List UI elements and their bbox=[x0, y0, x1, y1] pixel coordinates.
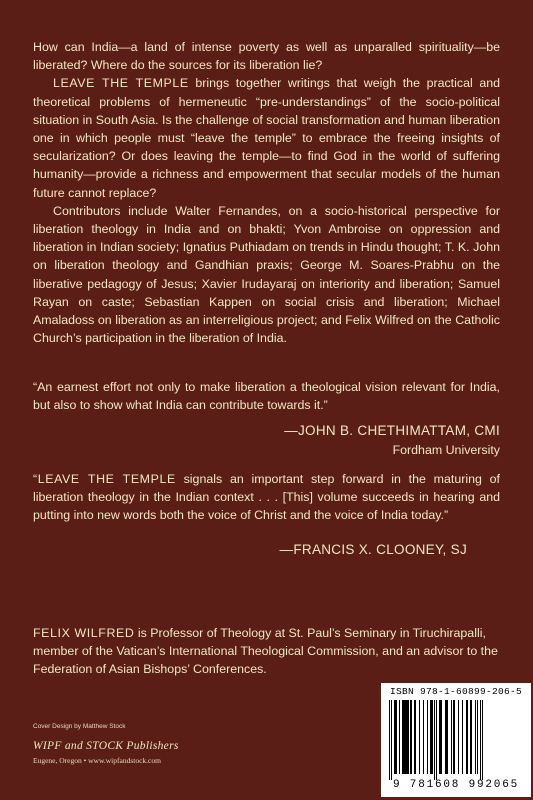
barcode-bar bbox=[477, 700, 478, 774]
barcode-bar bbox=[475, 700, 476, 774]
barcode-bar bbox=[451, 700, 452, 774]
blurb-paragraph-2 bbox=[33, 74, 500, 201]
endorsement-1-attribution bbox=[33, 422, 500, 458]
publisher-and: and bbox=[64, 740, 83, 752]
endorsement-2 bbox=[33, 470, 500, 559]
barcode bbox=[381, 683, 531, 797]
barcode-bar bbox=[427, 700, 428, 774]
barcode-bar bbox=[436, 700, 437, 780]
barcode-bar bbox=[402, 700, 405, 774]
cover-design-credit: Cover Design by Matthew Stock bbox=[33, 723, 126, 730]
barcode-bar bbox=[423, 700, 424, 774]
barcode-digits: 9 781608 992065 bbox=[392, 779, 520, 791]
barcode-bar bbox=[453, 700, 455, 774]
barcode-bar bbox=[458, 700, 459, 774]
barcode-bar bbox=[389, 700, 390, 780]
barcode-bar bbox=[396, 700, 397, 774]
author-name: FELIX WILFRED bbox=[33, 626, 135, 640]
isbn-label: ISBN 978-1-60899-206-5 bbox=[389, 686, 523, 697]
author-bio-body: is Professor of Theology at St. Paul’s Seminary in Tiruchirapalli, member of the Vatican’s International Theological Commission, and an advisor to the Federation of Asian Bishops’ Conferences. bbox=[33, 626, 498, 677]
endorsement-1-affiliation: Fordham University bbox=[392, 442, 500, 457]
barcode-bar bbox=[391, 700, 392, 780]
barcode-bar bbox=[430, 700, 433, 774]
barcode-bar bbox=[394, 700, 396, 774]
publisher-logo bbox=[33, 740, 179, 752]
barcode-bar bbox=[441, 700, 442, 774]
barcode-bar bbox=[482, 700, 483, 780]
publisher-name-a: WIPF bbox=[33, 740, 65, 752]
endorsement-2-attribution bbox=[33, 541, 500, 559]
endorsement-2-book-title: “LEAVE THE TEMPLE bbox=[33, 472, 176, 486]
barcode-bar bbox=[405, 700, 407, 774]
barcode-bar bbox=[462, 700, 463, 774]
barcode-bar bbox=[410, 700, 412, 774]
barcode-bar bbox=[434, 700, 435, 780]
barcode-bar bbox=[399, 700, 400, 774]
blurb bbox=[33, 38, 500, 347]
author-bio bbox=[33, 624, 500, 679]
barcode-bars bbox=[387, 700, 525, 780]
barcode-bar bbox=[470, 700, 472, 774]
barcode-bar bbox=[419, 700, 420, 774]
barcode-bar bbox=[407, 700, 409, 774]
publisher-name-b: STOCK Publishers bbox=[83, 740, 179, 752]
barcode-bar bbox=[447, 700, 448, 774]
endorsement-2-text bbox=[33, 470, 500, 525]
endorsement-1 bbox=[33, 378, 500, 459]
barcode-bar bbox=[414, 700, 416, 774]
endorsement-1-text: “An earnest effort not only to make liberation a theological vision relevant for India, but also to show what India can contribute towards it.” bbox=[33, 380, 500, 413]
publisher-location: Eugene, Oregon • www.wipfandstock.com bbox=[33, 756, 161, 765]
barcode-bar bbox=[466, 700, 468, 774]
barcode-bar bbox=[480, 700, 481, 780]
blurb-paragraph-3: Contributors include Walter Fernandes, on a socio-historical perspective for liberation theology in India and on bhakti; Yvon Ambroise on oppression and liberation in Indian society; Ignatius Puthiadam on trends in Hindu thought; T. K. John on liberation theology and Gandhian praxis; George M. Soares-Prabhu on the liberative pedagogy of Jesus; Xavier Irudayaraj on interiority and liberation; Samuel Rayan on caste; Sebastian Kappen on social crisis and liberation; Michael Amaladoss on liberation as an interreligious project; and Felix Wilfred on the Catholic Church’s participation in the liberation of India. bbox=[33, 203, 500, 346]
blurb-paragraph-2-text: brings together writings that weigh the practical and theoretical problems of hermeneutic “pre-understandings” of the socio-political situation in South Asia. Is the challenge of social transformation and human liberation one in which people must “leave the temple” to embrace the freeing insights of secularization? Or does leaving the temple—to find God in the world of suffering humanity—provide a richness and empowerment that secular models of the human future cannot replace? bbox=[33, 76, 501, 200]
blurb-paragraph-1: How can India—a land of intense poverty as well as unparalled spirituality—be liberated? Where do the sources for its liberation lie? bbox=[33, 40, 500, 73]
author-bio-text bbox=[33, 624, 500, 679]
endorsement-2-name: —FRANCIS X. CLOONEY, SJ bbox=[279, 541, 467, 557]
endorsement-1-name: —JOHN B. CHETHIMATTAM, CMI bbox=[284, 423, 500, 439]
endorsement-2-body: signals an important step forward in the maturing of liberation theology in the Indian context . . . [This] volume succeeds in hearing and putting into new words both the voice of Christ and the voice of India today.” bbox=[33, 472, 500, 523]
book-title: LEAVE THE TEMPLE bbox=[53, 76, 189, 91]
